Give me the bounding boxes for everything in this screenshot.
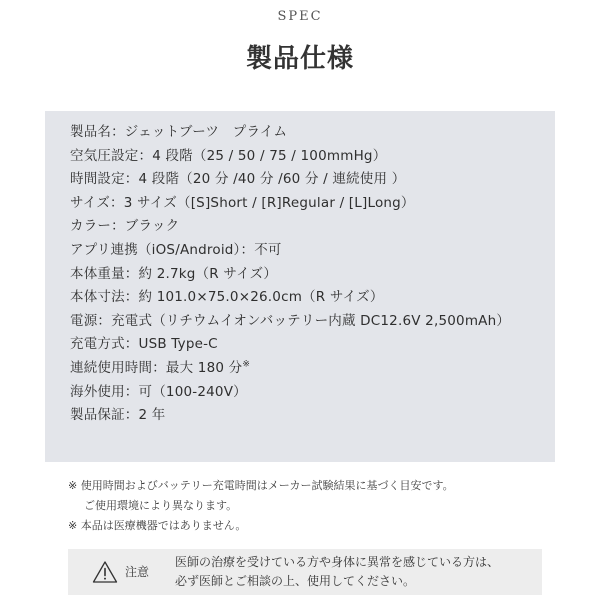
page-title: 製品仕様 — [245, 44, 354, 74]
spec-row-charging: 充電方式：USB Type-C — [70, 336, 218, 353]
spec-row-size: サイズ：3 サイズ（[S]Short / [R]Regular / [L]Long） — [70, 194, 415, 211]
caution-box — [68, 549, 542, 595]
spec-row-warranty: 製品保証：2 年 — [70, 407, 166, 424]
caution-line-2: 必ず医師とご相談の上、使用してください。 — [175, 574, 416, 588]
spec-row-overseas-use: 海外使用：可（100-240V） — [70, 383, 247, 400]
caution-label: 注意 — [125, 565, 150, 579]
spec-row-weight: 本体重量：約 2.7kg（R サイズ） — [70, 265, 278, 282]
spec-continuous-use-text: 連続使用時間：最大 180 分 — [70, 359, 243, 376]
spec-row-continuous-use — [70, 357, 555, 381]
note-not-medical: ※ 本品は医療機器ではありません。 — [68, 519, 247, 532]
footnote-mark: ※ — [242, 359, 251, 370]
note-battery: ※ 使用時間およびバッテリー充電時間はメーカー試験結果に基づく目安です。 — [68, 479, 454, 492]
note-battery-continued: ご使用環境により異なります。 — [84, 499, 238, 512]
spec-panel — [45, 111, 555, 462]
spec-row-dimensions: 本体寸法：約 101.0×75.0×26.0cm（R サイズ） — [70, 289, 384, 306]
caution-line-1: 医師の治療を受けている方や身体に異常を感じている方は、 — [175, 555, 500, 569]
spec-row-app-link: アプリ連携（iOS/Android）：不可 — [70, 241, 282, 258]
spec-row-color: カラー：ブラック — [70, 218, 180, 235]
spec-row-power: 電源：充電式（リチウムイオンバッテリー内蔵 DC12.6V 2,500mAh） — [70, 312, 511, 329]
warning-triangle-icon — [92, 560, 118, 584]
spec-row-time-setting: 時間設定：4 段階（20 分 /40 分 /60 分 / 連続使用 ） — [70, 171, 406, 188]
caution-text — [175, 553, 499, 591]
spec-row-product-name: 製品名：ジェットブーツ プライム — [70, 124, 288, 140]
section-eyebrow: SPEC — [277, 9, 323, 24]
notes-section — [68, 476, 538, 536]
spec-row-air-pressure: 空気圧設定：4 段階（25 / 50 / 75 / 100mmHg） — [70, 147, 387, 164]
